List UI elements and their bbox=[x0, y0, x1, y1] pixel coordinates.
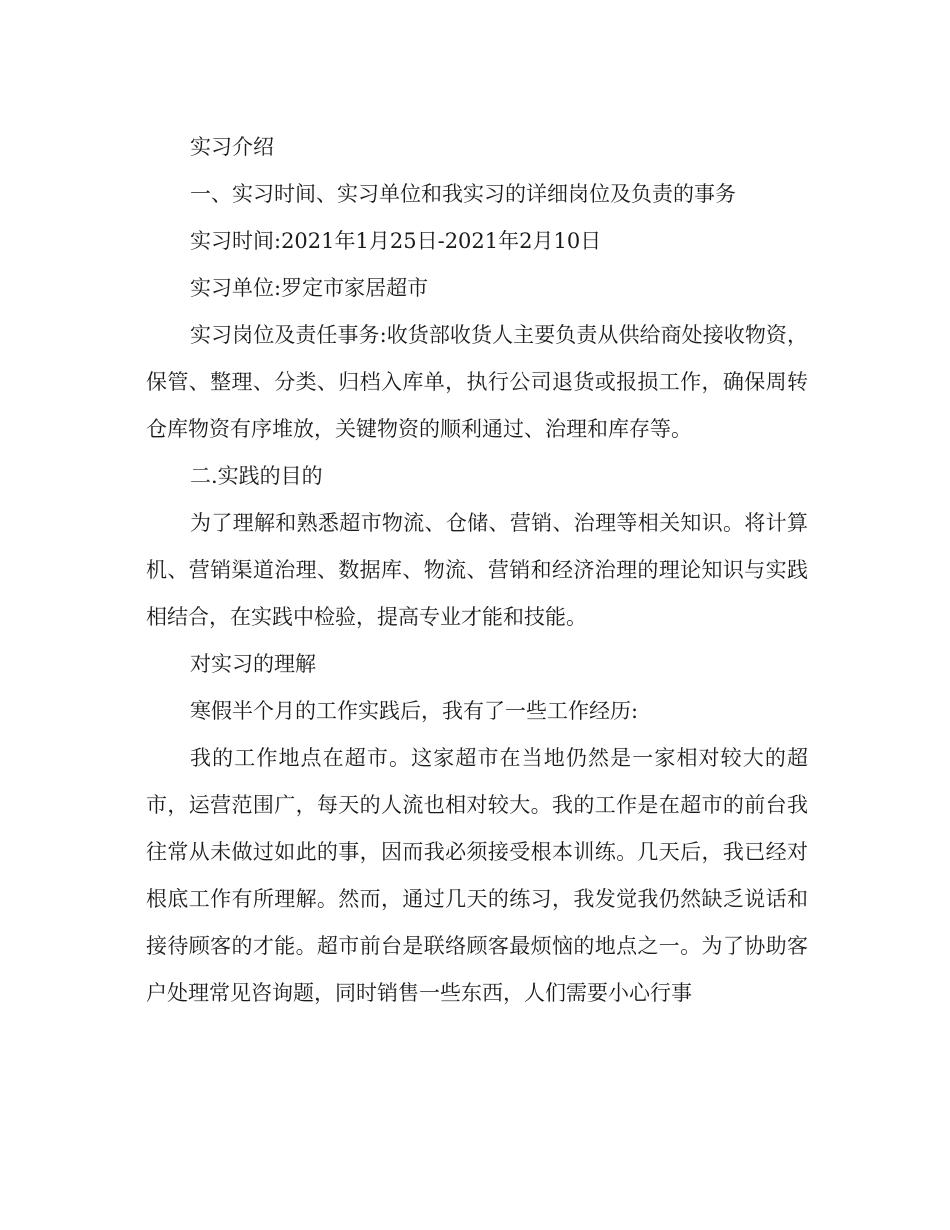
heading-time-unit-position: 一、实习时间、实习单位和我实习的详细岗位及负责的事务 bbox=[190, 182, 736, 206]
internship-unit: 实习单位:罗定市家居超市 bbox=[190, 276, 429, 300]
workplace-paragraph: 我的工作地点在超市。这家超市在当地仍然是一家相对较大的超市，运营范围广，每天的人流也相对较大。我的工作是在超市的前台我往常从未做过如此的事，因而我必须接受根本训练。几天后，我已经对根底工作有所理解。然而，通过几天的练习，我发觉我仍然缺乏说话和接待顾客的才能。超市前台是联络顾客最烦恼的地点之一。为了协助客户处理常见咨询题，同时销售一些东西，人们需要小心行事 bbox=[146, 746, 808, 1005]
section-title-internship-intro: 实习介绍 bbox=[190, 135, 274, 159]
document-body bbox=[146, 124, 808, 1017]
experience-intro: 寒假半个月的工作实践后，我有了一些工作经历: bbox=[190, 699, 639, 723]
heading-practice-purpose: 二.实践的目的 bbox=[190, 464, 323, 488]
internship-time: 实习时间:2021年1月25日-2021年2月10日 bbox=[190, 229, 602, 253]
practice-purpose-paragraph: 为了理解和熟悉超市物流、仓储、营销、治理等相关知识。将计算机、营销渠道治理、数据库、物流、营销和经济治理的理论知识与实践相结合，在实践中检验，提高专业才能和技能。 bbox=[146, 511, 808, 629]
heading-understanding: 对实习的理解 bbox=[190, 652, 316, 676]
internship-position-duties: 实习岗位及责任事务:收货部收货人主要负责从供给商处接收物资，保管、整理、分类、归档入库单，执行公司退货或报损工作，确保周转仓库物资有序堆放，关键物资的顺利通过、治理和库存等。 bbox=[146, 323, 808, 441]
